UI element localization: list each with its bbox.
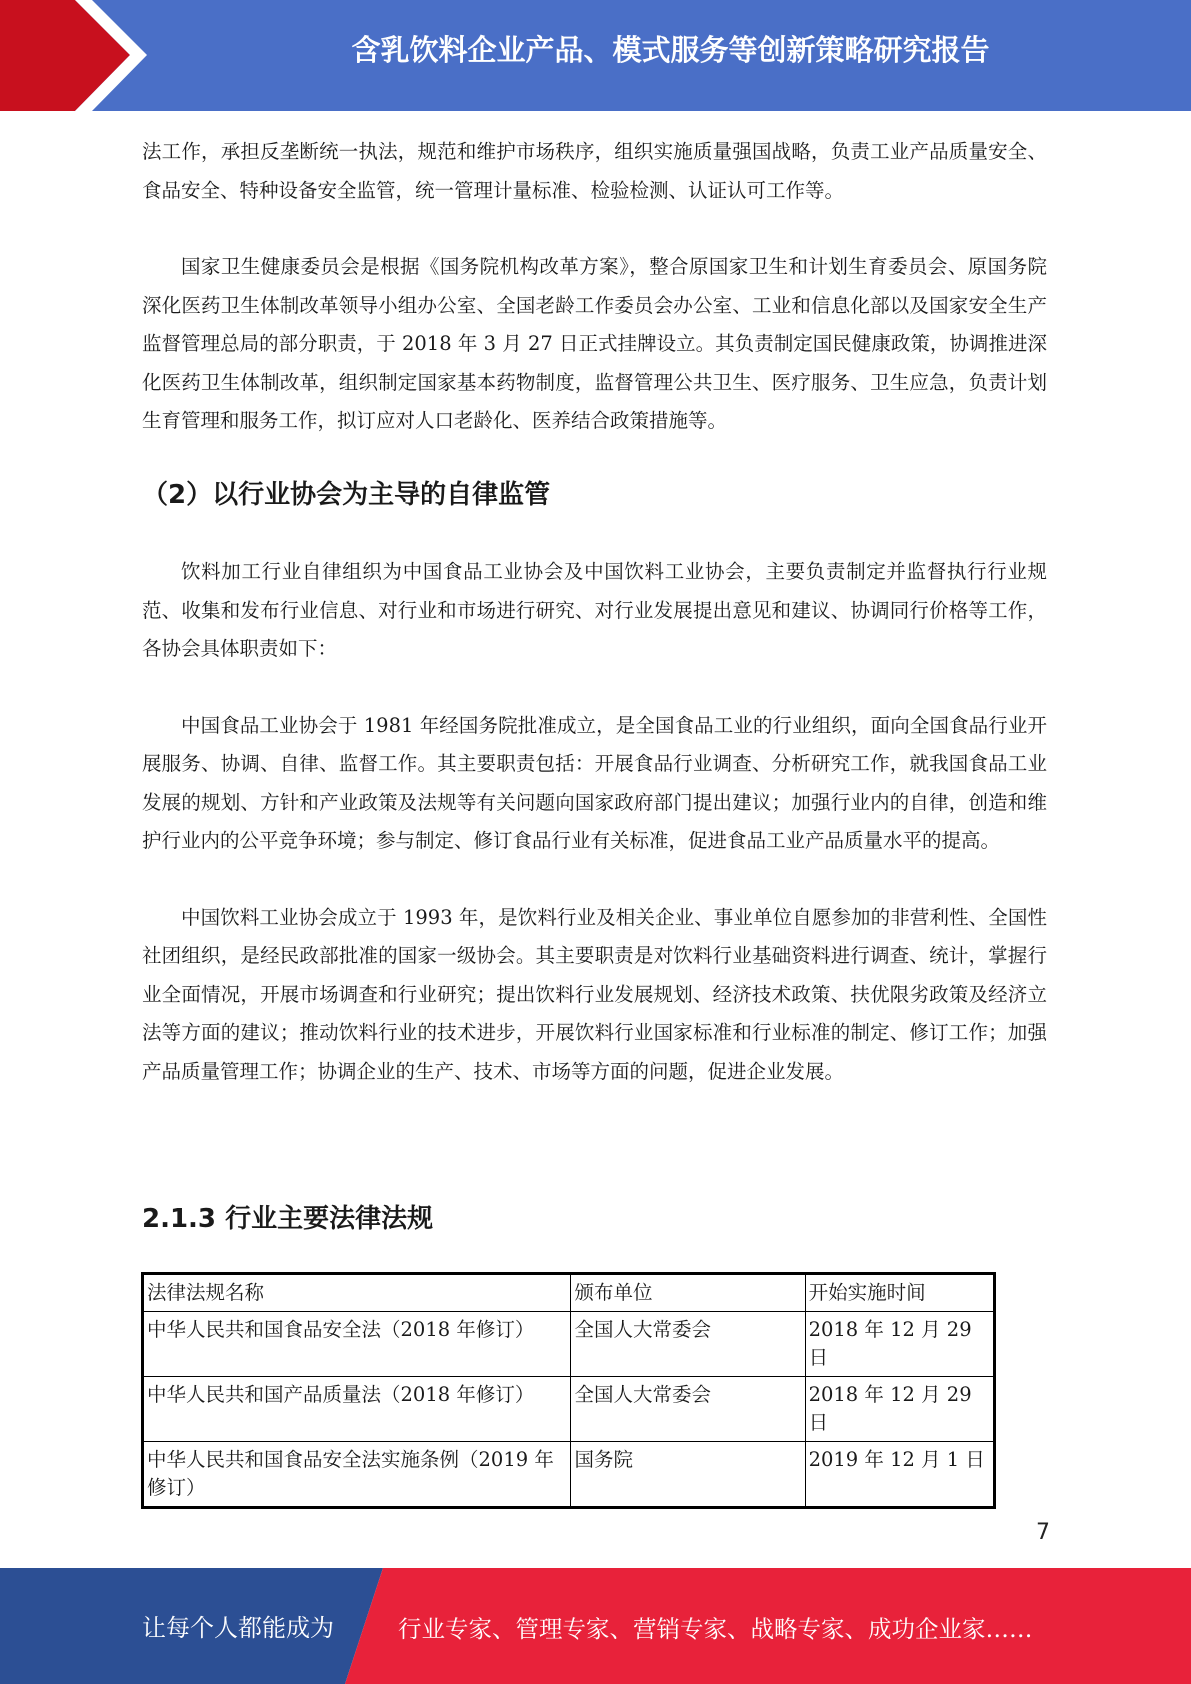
subheading-self-regulation: （2）以行业协会为主导的自律监管 xyxy=(142,480,551,510)
table-row xyxy=(143,1442,995,1508)
header-title: 含乳饮料企业产品、模式服务等创新策略研究报告 xyxy=(351,33,990,67)
footer-slogan-right: 行业专家、管理专家、营销专家、战略专家、成功企业家…… xyxy=(398,1615,1033,1643)
paragraph-1: 法工作，承担反垄断统一执法，规范和维护市场秩序，组织实施质量强国战略，负责工业产品质量安全、食品安全、特种设备安全监管，统一管理计量标准、检验检测、认证认可工作等。 xyxy=(142,140,1047,202)
header-arrow-shape xyxy=(0,0,160,111)
paragraph-4: 中国食品工业协会于 1981 年经国务院批准成立，是全国食品工业的行业组织，面向全国食品行业开展服务、协调、自律、监督工作。其主要职责包括：开展食品行业调查、分析研究工作，就我国食品工业发展的规划、方针和产业政策及法规等有关问题向国家政府部门提出建议；加强行业内的自律，创造和维护行业内的公平竞争环境；参与制定、修订食品行业有关标准，促进食品工业产品质量水平的提高。 xyxy=(142,713,1047,852)
body-content xyxy=(142,133,1047,441)
section-heading-laws: 2.1.3 行业主要法律法规 xyxy=(142,1204,434,1234)
table-cell: 2018 年 12 月 29 日 xyxy=(805,1312,994,1377)
paragraph-3: 饮料加工行业自律组织为中国食品工业协会及中国饮料工业协会，主要负责制定并监督执行行业规范、收集和发布行业信息、对行业和市场进行研究、对行业发展提出意见和建议、协调同行价格等工作，各协会具体职责如下： xyxy=(142,560,1047,660)
table-header-cell: 颁布单位 xyxy=(571,1274,805,1312)
table-cell: 中华人民共和国食品安全法（2018 年修订） xyxy=(143,1312,571,1377)
table-header-cell: 开始实施时间 xyxy=(805,1274,994,1312)
table-header-row xyxy=(143,1274,995,1312)
paragraph-2: 国家卫生健康委员会是根据《国务院机构改革方案》，整合原国家卫生和计划生育委员会、原国务院深化医药卫生体制改革领导小组办公室、全国老龄工作委员会办公室、工业和信息化部以及国家安全生产监督管理总局的部分职责，于 2018 年 3 月 27 日正式挂牌设立。其负责制定国民健康政策，协调推进深化医药卫生体制改革，组织制定国家基本药物制度，监督管理公共卫生、医疗服务、卫生应急，负责计划生育管理和服务工作，拟订应对人口老龄化、医养结合政策措施等。 xyxy=(142,255,1047,432)
table-header-cell: 法律法规名称 xyxy=(143,1274,571,1312)
page-number: 7 xyxy=(1036,1520,1050,1545)
paragraph-5: 中国饮料工业协会成立于 1993 年，是饮料行业及相关企业、事业单位自愿参加的非营利性、全国性社团组织，是经民政部批准的国家一级协会。其主要职责是对饮料行业基础资料进行调查、统计，掌握行业全面情况，开展市场调查和行业研究；提出饮料行业发展规划、经济技术政策、扶优限劣政策及经济立法等方面的建议；推动饮料行业的技术进步，开展饮料行业国家标准和行业标准的制定、修订工作；加强产品质量管理工作；协调企业的生产、技术、市场等方面的问题，促进企业发展。 xyxy=(142,905,1047,1083)
table-cell: 2018 年 12 月 29 日 xyxy=(805,1377,994,1442)
laws-table xyxy=(141,1272,996,1509)
table-cell: 全国人大常委会 xyxy=(571,1377,805,1442)
table-cell: 2019 年 12 月 1 日 xyxy=(805,1442,994,1508)
table-cell: 中华人民共和国产品质量法（2018 年修订） xyxy=(143,1377,571,1442)
table-cell: 中华人民共和国食品安全法实施条例（2019 年修订） xyxy=(143,1442,571,1508)
footer-slogan-left: 让每个人都能成为 xyxy=(142,1614,334,1642)
body-content-2 xyxy=(142,553,1047,1091)
table-cell: 国务院 xyxy=(571,1442,805,1508)
table-row xyxy=(143,1312,995,1377)
table-cell: 全国人大常委会 xyxy=(571,1312,805,1377)
page-header xyxy=(0,0,1191,111)
table-row xyxy=(143,1377,995,1442)
page-footer xyxy=(0,1568,1191,1684)
